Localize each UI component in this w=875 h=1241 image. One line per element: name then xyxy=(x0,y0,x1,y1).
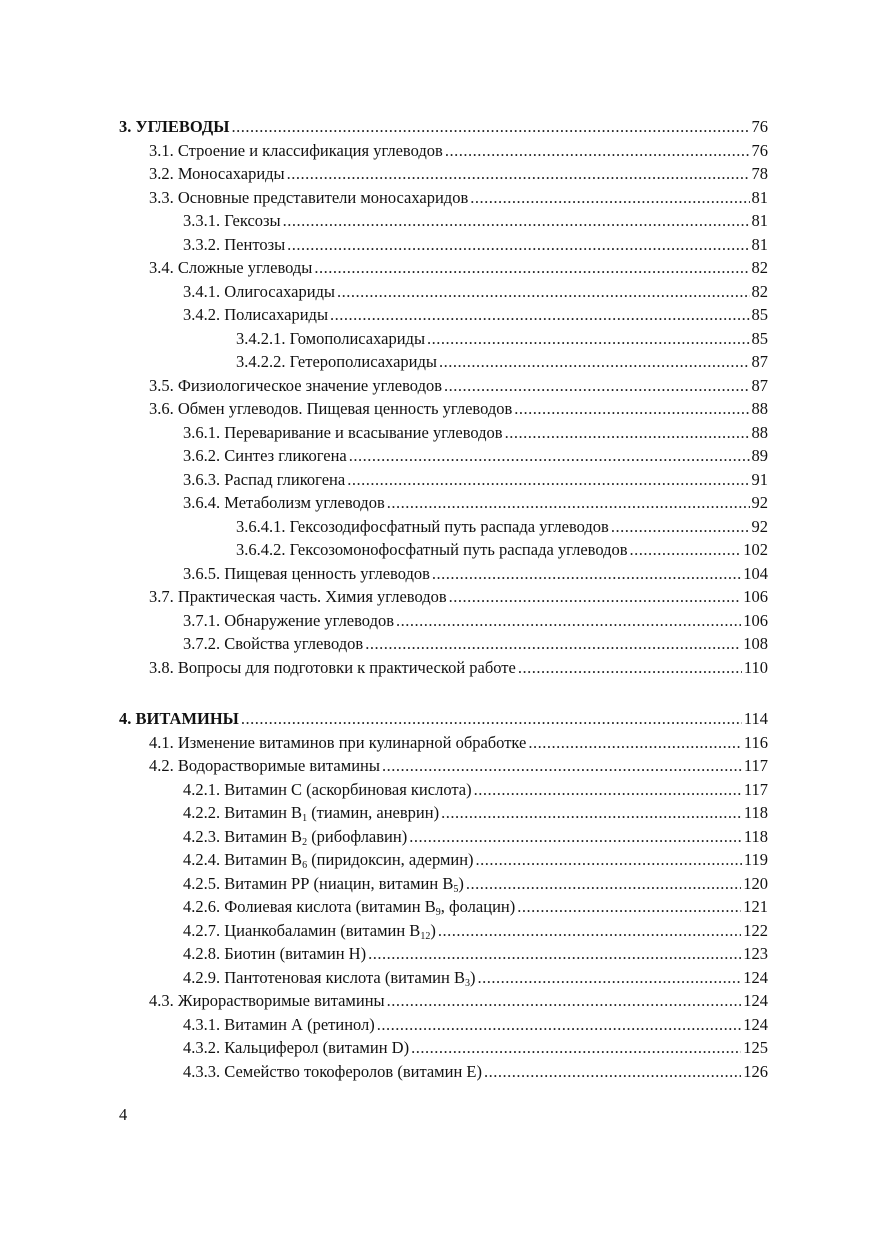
toc-entry-text: 4.2.6. Фолиевая кислота (витамин В xyxy=(183,897,436,916)
toc-entry[interactable] xyxy=(119,538,768,562)
toc-page-number: 108 xyxy=(743,634,768,653)
toc-page-number: 118 xyxy=(743,803,768,822)
toc-entry-title xyxy=(183,491,385,515)
toc-page-number: 88 xyxy=(751,422,768,442)
toc-entry-text: 4.2.3. Витамин В xyxy=(183,826,303,846)
toc-page-number: 87 xyxy=(751,352,768,371)
dot-leader xyxy=(439,350,750,374)
toc-page-number: 82 xyxy=(751,281,768,301)
toc-entry[interactable] xyxy=(119,989,768,1013)
toc-entry-text: 4.3.2. Кальциферол (витамин D) xyxy=(183,1038,410,1057)
toc-entry-subscript: 6 xyxy=(302,860,308,871)
toc-entry-title xyxy=(183,801,439,825)
dot-leader xyxy=(427,327,749,351)
toc-section-title xyxy=(119,707,239,731)
dot-leader xyxy=(377,1013,741,1037)
toc-page-number: 89 xyxy=(751,446,768,465)
toc-entry-text: 3.1. Строение и классификация углеводов xyxy=(149,140,443,160)
dot-leader xyxy=(438,919,741,943)
toc-entry-text: 3.6.3. Распад гликогена xyxy=(183,469,346,489)
toc-page-number: 122 xyxy=(743,920,768,940)
toc-entry-title xyxy=(183,303,328,327)
toc-entry-text: 4.2.7. Цианкобаламин (витамин В xyxy=(183,920,421,940)
toc-entry-text: 3.6.2. Синтез гликогена xyxy=(183,446,347,465)
toc-entry-text: 3.6.4.1. Гексозодифосфатный путь распада углеводов xyxy=(236,516,609,536)
toc-entry-text: 3.6.4.2. Гексозомонофосфатный путь распада углеводов xyxy=(236,540,628,559)
toc-entry-title xyxy=(149,374,442,398)
toc-page-number: 120 xyxy=(743,873,768,893)
toc-entry[interactable] xyxy=(119,801,768,825)
toc-entry[interactable] xyxy=(119,656,768,680)
toc-entry-text: 4.2.4. Витамин В xyxy=(183,850,303,869)
toc-section-heading[interactable] xyxy=(119,115,768,139)
toc-page-number: 76 xyxy=(751,140,768,160)
toc-entry[interactable] xyxy=(119,233,768,257)
toc-entry-subscript: 9 xyxy=(435,907,441,918)
toc-entry[interactable] xyxy=(119,632,768,656)
toc-entry-title xyxy=(149,754,380,778)
toc-entry[interactable] xyxy=(119,585,768,609)
toc-entry-text: 4.3.1. Витамин А (ретинол) xyxy=(183,1014,375,1034)
page-number: 4 xyxy=(119,1105,128,1124)
toc-page-number: 81 xyxy=(751,234,768,254)
toc-entry[interactable] xyxy=(119,397,768,421)
dot-leader xyxy=(349,444,750,468)
toc-entry-text-tail: (тиамин, аневрин) xyxy=(307,803,440,822)
toc-entry-text: 3.7. Практическая часть. Химия углеводов xyxy=(149,587,447,606)
toc-entry-title xyxy=(183,1060,482,1084)
toc-entry-subscript: 1 xyxy=(302,813,308,824)
toc-entry[interactable] xyxy=(119,942,768,966)
toc-entry-text-tail: ) xyxy=(469,967,476,987)
toc-entry[interactable] xyxy=(119,1060,768,1084)
dot-leader xyxy=(517,895,741,919)
toc-entry-text: 4.2.9. Пантотеновая кислота (витамин В xyxy=(183,967,465,987)
dot-leader xyxy=(382,754,742,778)
dot-leader xyxy=(241,707,742,731)
toc-entry-text-tail: (пиридоксин, адермин) xyxy=(307,850,474,869)
toc-entry-title xyxy=(183,966,475,990)
toc-section-title xyxy=(119,115,230,139)
toc-entry-text: 3.3.1. Гексозы xyxy=(183,211,281,230)
toc-entry-text: 3.4.2.2. Гетерополисахариды xyxy=(236,352,437,371)
toc-entry-text: 4.3. Жирорастворимые витамины xyxy=(149,991,385,1010)
toc-entry[interactable] xyxy=(119,515,768,539)
toc-entry-text: 3.6.4. Метаболизм углеводов xyxy=(183,493,385,512)
toc-entry-text: 3.3. Основные представители моносахаридов xyxy=(149,187,469,207)
toc-entry[interactable] xyxy=(119,280,768,304)
dot-leader xyxy=(387,989,742,1013)
toc-page-number: 124 xyxy=(743,967,768,987)
dot-leader xyxy=(287,162,750,186)
dot-leader xyxy=(466,872,741,896)
toc-page-number: 123 xyxy=(743,944,768,963)
toc-page-number: 121 xyxy=(743,897,768,916)
toc-entry-subscript: 5 xyxy=(453,883,459,895)
toc-entry-title xyxy=(149,397,512,421)
toc-entry-title xyxy=(183,1013,375,1037)
dot-leader xyxy=(449,585,742,609)
dot-leader xyxy=(476,848,742,872)
dot-leader xyxy=(474,778,742,802)
toc-page-number: 78 xyxy=(751,164,768,183)
toc-entry-title xyxy=(149,989,385,1013)
dot-leader xyxy=(528,731,742,755)
toc-entry[interactable] xyxy=(119,754,768,778)
toc-page-number: 126 xyxy=(743,1061,768,1081)
toc-entry-text: 3.6.1. Переваривание и всасывание углеводов xyxy=(183,422,503,442)
dot-leader xyxy=(444,374,749,398)
toc-page-number: 102 xyxy=(743,540,768,559)
toc-page-number: 88 xyxy=(751,399,768,418)
toc-entry[interactable] xyxy=(119,778,768,802)
dot-leader xyxy=(387,491,750,515)
toc-page-number: 119 xyxy=(743,850,768,869)
toc-entry[interactable] xyxy=(119,609,768,633)
dot-leader xyxy=(411,1036,741,1060)
toc-entry[interactable] xyxy=(119,468,768,492)
toc-page-number: 76 xyxy=(751,117,768,136)
dot-leader xyxy=(409,825,742,849)
toc-entry-title xyxy=(183,209,281,233)
toc-entry-text: 3.3.2. Пентозы xyxy=(183,234,286,254)
dot-leader xyxy=(287,233,749,257)
toc-page-number: 117 xyxy=(743,779,768,799)
toc-entry-title xyxy=(236,538,628,562)
dot-leader xyxy=(283,209,750,233)
toc-page-number: 110 xyxy=(743,657,768,677)
toc-page-number: 85 xyxy=(751,305,768,324)
toc-entry-title xyxy=(149,256,312,280)
toc-entry-title xyxy=(183,895,515,919)
toc-entry[interactable] xyxy=(119,872,768,896)
toc-entry[interactable] xyxy=(119,162,768,186)
toc-entry-title xyxy=(183,280,335,304)
toc-page-number: 85 xyxy=(751,328,768,348)
toc-entry-text: 3.4.1. Олигосахариды xyxy=(183,281,336,301)
dot-leader xyxy=(484,1060,741,1084)
toc-entry[interactable] xyxy=(119,303,768,327)
toc-entry[interactable] xyxy=(119,374,768,398)
dot-leader xyxy=(514,397,749,421)
toc-page-number: 82 xyxy=(751,258,768,277)
toc-page-number: 125 xyxy=(743,1038,768,1057)
toc-page-number: 92 xyxy=(751,493,768,512)
toc-entry-title xyxy=(183,919,436,943)
toc-entry-text-tail: , фолацин) xyxy=(440,897,516,916)
table-of-contents xyxy=(119,115,768,1083)
dot-leader xyxy=(611,515,750,539)
toc-entry[interactable] xyxy=(119,1036,768,1060)
dot-leader xyxy=(470,186,749,210)
dot-leader xyxy=(347,468,749,492)
toc-entry[interactable] xyxy=(119,186,768,210)
toc-entry[interactable] xyxy=(119,919,768,943)
toc-entry-title xyxy=(183,872,464,896)
toc-entry[interactable] xyxy=(119,825,768,849)
toc-entry-title xyxy=(236,327,425,351)
toc-page-number: 124 xyxy=(743,991,768,1010)
toc-page-number: 106 xyxy=(743,587,768,606)
toc-entry[interactable] xyxy=(119,966,768,990)
toc-entry-text: 4.1. Изменение витаминов при кулинарной обработке xyxy=(149,732,527,752)
toc-entry-title xyxy=(149,585,447,609)
toc-page-number: 91 xyxy=(751,469,768,489)
toc-entry[interactable] xyxy=(119,848,768,872)
toc-page-number: 124 xyxy=(743,1014,768,1034)
toc-entry-title xyxy=(149,162,285,186)
toc-entry-title xyxy=(183,942,366,966)
toc-entry-text: 3.6.5. Пищевая ценность углеводов xyxy=(183,563,430,583)
toc-page-number: 117 xyxy=(743,756,768,775)
toc-entry-text: 3. УГЛЕВОДЫ xyxy=(119,117,230,136)
toc-entry-text: 4.2.8. Биотин (витамин Н) xyxy=(183,944,367,963)
dot-leader xyxy=(505,421,750,445)
toc-entry-title xyxy=(236,515,609,539)
toc-entry[interactable] xyxy=(119,350,768,374)
toc-entry[interactable] xyxy=(119,444,768,468)
dot-leader xyxy=(630,538,742,562)
dot-leader xyxy=(232,115,750,139)
toc-page-number: 116 xyxy=(743,732,768,752)
toc-entry-title xyxy=(183,562,430,586)
dot-leader xyxy=(432,562,741,586)
toc-entry-title xyxy=(149,186,468,210)
toc-entry-subscript: 2 xyxy=(302,836,308,848)
toc-page-number: 104 xyxy=(743,563,768,583)
toc-entry-subscript: 12 xyxy=(420,930,431,942)
toc-entry-subscript: 3 xyxy=(464,977,470,989)
toc-entry[interactable] xyxy=(119,491,768,515)
toc-entry-title xyxy=(183,848,474,872)
toc-entry[interactable] xyxy=(119,562,768,586)
toc-entry-text-tail: ) xyxy=(458,873,464,893)
dot-leader xyxy=(314,256,749,280)
toc-page-number: 118 xyxy=(743,826,768,846)
toc-entry[interactable] xyxy=(119,139,768,163)
dot-leader xyxy=(330,303,749,327)
toc-entry-text: 3.8. Вопросы для подготовки к практической работе xyxy=(149,657,516,677)
dot-leader xyxy=(365,632,741,656)
toc-entry-text: 3.2. Моносахариды xyxy=(149,164,285,183)
toc-entry-text: 4.3.3. Семейство токоферолов (витамин Е) xyxy=(183,1061,482,1081)
toc-entry-title xyxy=(183,632,363,656)
toc-entry[interactable] xyxy=(119,327,768,351)
toc-entry-text: 3.4.2. Полисахариды xyxy=(183,305,329,324)
toc-entry-text: 3.4.2.1. Гомополисахариды xyxy=(236,328,426,348)
toc-entry-text: 3.7.2. Свойства углеводов xyxy=(183,634,364,653)
dot-leader xyxy=(445,139,750,163)
dot-leader xyxy=(337,280,749,304)
toc-page-number: 81 xyxy=(751,211,768,230)
toc-entry-title xyxy=(236,350,437,374)
dot-leader xyxy=(441,801,742,825)
toc-page-number: 81 xyxy=(751,187,768,207)
toc-entry-title xyxy=(183,444,347,468)
toc-entry-text: 3.5. Физиологическое значение углеводов xyxy=(149,375,443,395)
dot-leader xyxy=(396,609,741,633)
toc-entry-title xyxy=(183,778,472,802)
toc-entry[interactable] xyxy=(119,209,768,233)
toc-entry[interactable] xyxy=(119,256,768,280)
toc-page-number: 87 xyxy=(751,375,768,395)
dot-leader xyxy=(518,656,742,680)
toc-entry-title xyxy=(183,825,407,849)
toc-entry-title xyxy=(183,233,285,257)
toc-entry-title xyxy=(183,468,345,492)
toc-entry-title xyxy=(183,1036,409,1060)
toc-page-number: 106 xyxy=(743,610,768,630)
toc-entry-title xyxy=(149,139,443,163)
toc-entry-title xyxy=(149,656,516,680)
toc-entry-title xyxy=(183,609,394,633)
toc-entry-text: 4.2.2. Витамин В xyxy=(183,803,303,822)
toc-section-heading[interactable] xyxy=(119,707,768,731)
toc-entry-text-tail: ) xyxy=(430,920,436,940)
section-gap xyxy=(119,679,768,707)
toc-entry-text: 4.2. Водорастворимые витамины xyxy=(149,756,380,775)
toc-entry-text: 4.2.1. Витамин С (аскорбиновая кислота) xyxy=(183,779,472,799)
toc-entry[interactable] xyxy=(119,421,768,445)
toc-entry-text: 4.2.5. Витамин РР (ниацин, витамин В xyxy=(183,873,454,893)
toc-entry-title xyxy=(183,421,503,445)
toc-entry-text: 3.7.1. Обнаружение углеводов xyxy=(183,610,395,630)
toc-entry[interactable] xyxy=(119,1013,768,1037)
toc-page-number: 114 xyxy=(743,709,768,728)
toc-entry-text: 4. ВИТАМИНЫ xyxy=(119,709,239,728)
toc-page-number: 92 xyxy=(751,516,768,536)
dot-leader xyxy=(368,942,741,966)
toc-entry[interactable] xyxy=(119,895,768,919)
toc-entry-text: 3.4. Сложные углеводы xyxy=(149,258,313,277)
toc-entry-text-tail: (рибофлавин) xyxy=(307,826,408,846)
toc-entry-text: 3.6. Обмен углеводов. Пищевая ценность углеводов xyxy=(149,399,513,418)
toc-entry-title xyxy=(149,731,526,755)
toc-entry[interactable] xyxy=(119,731,768,755)
dot-leader xyxy=(477,966,741,990)
